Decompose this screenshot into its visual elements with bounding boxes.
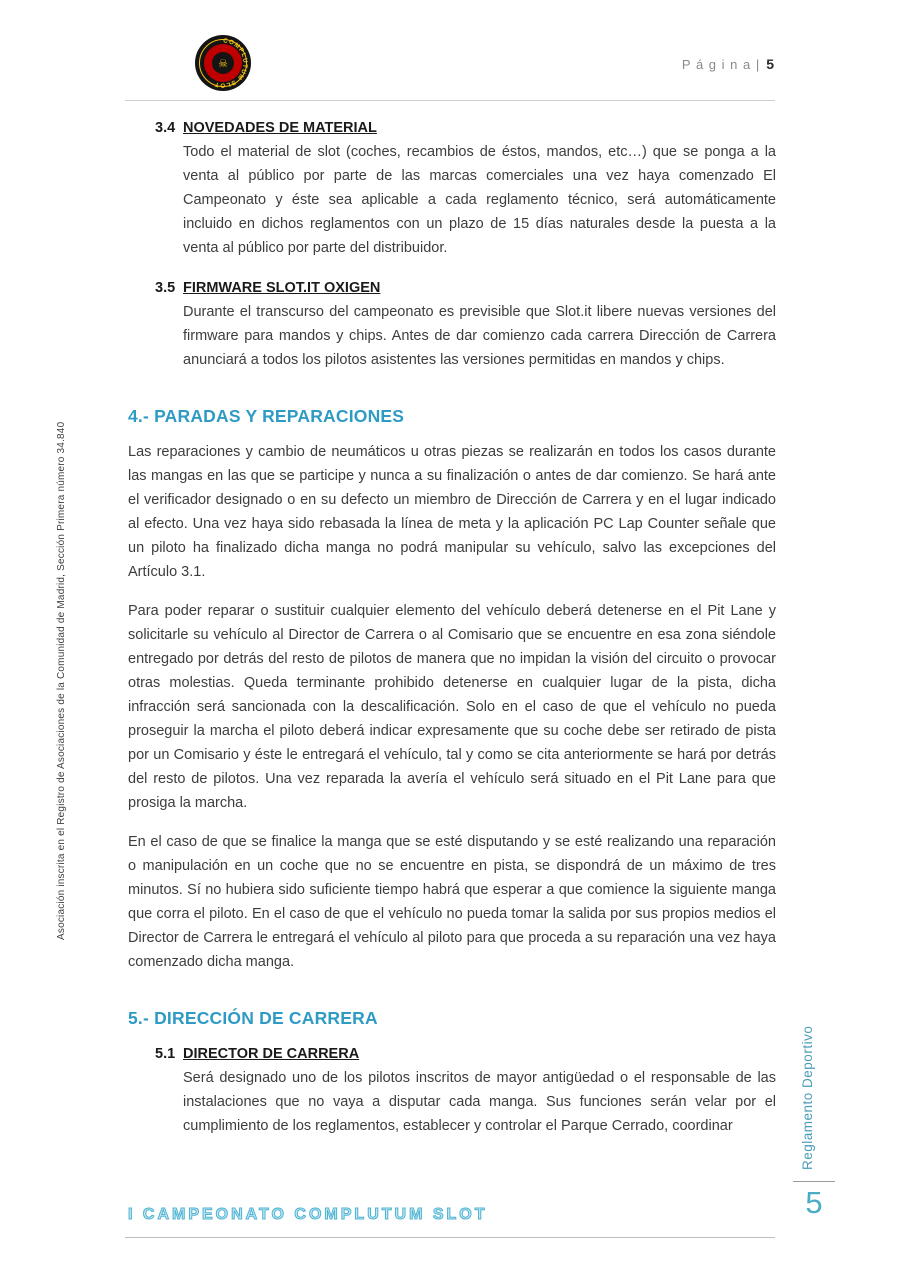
svg-text:COMPLUTUM SLOT: COMPLUTUM SLOT: [213, 37, 249, 89]
section-5-1-paragraph: Será designado uno de los pilotos inscritos de mayor antigüedad o el responsable de las instalaciones que no vaya a disputar cada manga. Sus funciones serán velar por el cumplimiento de los reglamentos, establecer y controlar el Parque Cerrado, coordinar: [183, 1070, 776, 1134]
section-3-4-title: NOVEDADES DE MATERIAL: [183, 120, 377, 136]
footer-divider: [125, 1237, 775, 1238]
section-4-paragraph-2: Para poder reparar o sustituir cualquier elemento del vehículo deberá detenerse en el Pit Lane y solicitarle su vehículo al Director de Carrera o al Comisario que se encuentre en esa zona siéndole entregado por detrás del resto de pilotos de manera que no impidan la visión del circuito o provocar otras molestias. Queda terminante prohibido detenerse en cualquier lugar de la pista, dicha infracción será sancionada con la descalificación. Solo en el caso de que el vehículo no pueda proseguir la marcha el piloto deberá indicar expresamente que su coche debe ser retirado de pista por un Comisario y éste le entregará el vehículo, tal y como se cita anteriormente se hará por detrás del resto de pilotos. Una vez reparada la avería el vehículo será situado en el Pit Lane para que prosiga la marcha.: [128, 603, 776, 811]
header-divider: [125, 100, 775, 101]
section-3-4-heading: [128, 116, 776, 140]
section-5-1-heading: [128, 1042, 776, 1066]
page-header-number: 5: [766, 56, 774, 72]
section-4-heading: 4.- PARADAS Y REPARACIONES: [128, 406, 405, 426]
section-4-paragraph-1: Las reparaciones y cambio de neumáticos u otras piezas se realizarán en todos los casos durante las mangas en las que se participe y nunca a su finalización o antes de dar comienzo. Se hará ante el verificador designado o en su defecto un miembro de Dirección de Carrera y en el lugar indicado al efecto. Una vez haya sido rebasada la línea de meta y la aplicación PC Lap Counter señale que un piloto ha finalizado dicha manga no podrá manipular su vehículo, salvo las excepciones del Artículo 3.1.: [128, 444, 776, 580]
section-3-4-number: 3.4: [155, 120, 176, 136]
section-3-5-title: FIRMWARE SLOT.IT OXIGEN: [183, 280, 381, 296]
section-5-1-number: 5.1: [155, 1046, 176, 1062]
section-3-4-paragraph: Todo el material de slot (coches, recambios de éstos, mandos, etc…) que se ponga a la venta al público por parte de las marcas comerciales una vez haya comenzado El Campeonato y éste sea aplicable a cada reglamento técnico, será automáticamente incluido en dichos reglamentos con un plazo de 15 días naturales desde la puesta a la venta al público por parte del distribuidor.: [183, 144, 776, 256]
page-header-label: P á g i n a |: [681, 57, 761, 72]
section-3-5-number: 3.5: [155, 280, 176, 296]
document-section-sidenote: Reglamento Deportivo: [800, 1025, 815, 1170]
section-5-heading: 5.- DIRECCIÓN DE CARRERA: [128, 1008, 378, 1028]
complutum-slot-logo-icon: [194, 34, 252, 92]
footer-championship-title: I CAMPEONATO COMPLUTUM SLOT: [128, 1206, 488, 1223]
page-number-large: 5: [793, 1181, 835, 1221]
page-header: [682, 56, 774, 72]
section-3-5-paragraph: Durante el transcurso del campeonato es previsible que Slot.it libere nuevas versiones del firmware para mandos y chips. Antes de dar comienzo cada carrera Dirección de Carrera anunciará a todos los pilotos asistentes las versiones permitidas en mandos y chips.: [183, 304, 776, 368]
section-3-5-heading: [128, 276, 776, 300]
document-body: [128, 116, 776, 1154]
association-registry-sidenote: Asociación inscrita en el Registro de Asociaciones de la Comunidad de Madrid, Sección Primera número 34.840: [56, 421, 67, 940]
section-5-1-title: DIRECTOR DE CARRERA: [183, 1046, 360, 1062]
section-4-paragraph-3: En el caso de que se finalice la manga que se esté disputando y se esté realizando una reparación o manipulación en un coche que no se encuentre en pista, se dispondrá de un máximo de tres minutos. Sí no hubiera sido suficiente tiempo habrá que esperar a que comience la siguiente manga que corra el piloto. En el caso de que el vehículo no pueda tomar la salida por sus propios medios el Director de Carrera le entregará el vehículo al piloto para que proceda a su reparación una vez haya comenzado dicha manga.: [128, 834, 776, 970]
svg-text:☠: ☠: [218, 58, 228, 70]
